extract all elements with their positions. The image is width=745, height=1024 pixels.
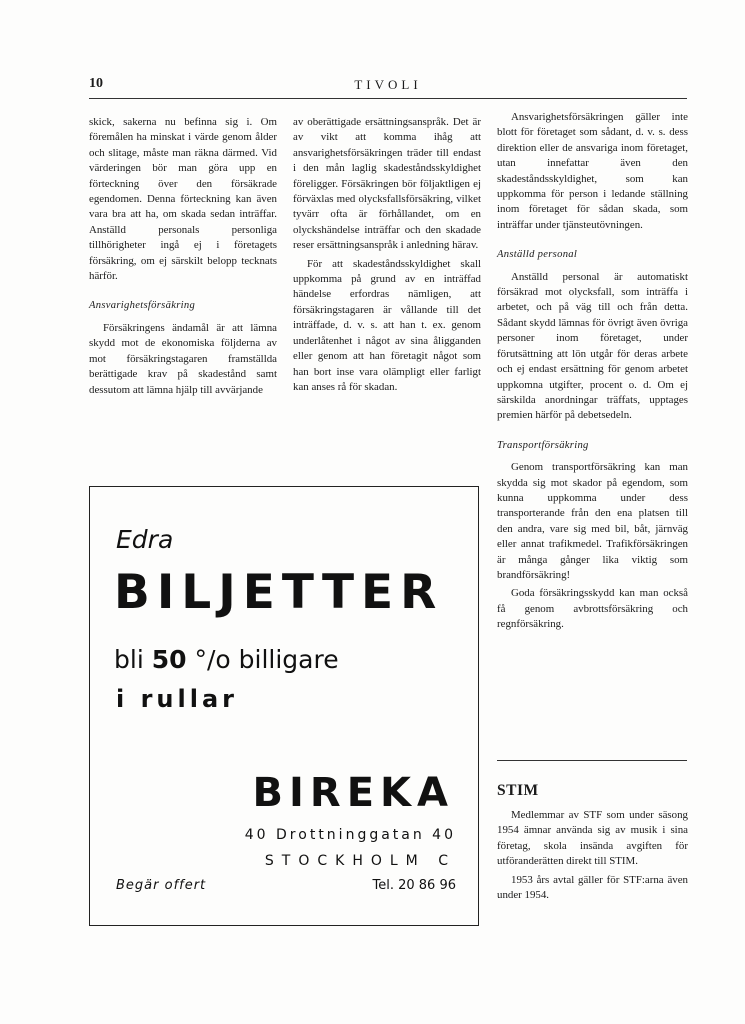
ad-discount-value: 50 — [151, 645, 187, 674]
col1-paragraph-1: skick, sakerna nu befinna sig i. Om föremålen ha minskat i värde genom ålder och slitage, måste man räkna därmed. Vid värderingen bör man göra upp en förteckning över den försäkrade egendomen. Denna förteckning kan även vara bra att ha, om skada sedan inträffar. Anställd personals personliga tillhörigheter ingå ej i företagets försäkring, om ej särskilt belopp tecknats härför. — [89, 116, 277, 283]
ad-phone: Tel. 20 86 96 — [372, 878, 456, 893]
page-header — [89, 74, 687, 98]
ad-street-address: 40 Drottninggatan 40 — [244, 827, 456, 843]
column-3 — [497, 110, 688, 633]
ad-edra: Edra — [116, 525, 174, 554]
stim-divider — [497, 760, 687, 761]
ad-request-offer: Begär offert — [116, 878, 207, 893]
stim-heading: STIM — [497, 782, 539, 799]
col3-paragraph-4: Goda försäkringsskydd kan man också få genom avbrottsförsäkring och regnförsäkring. — [497, 587, 688, 631]
ad-biljetter: BILJETTER — [114, 565, 444, 620]
page-number: 10 — [89, 76, 103, 91]
bireka-advertisement — [89, 486, 479, 926]
ad-city: STOCKHOLM C — [264, 853, 456, 869]
ad-discount-line — [114, 645, 339, 674]
col2-paragraph-2: För att skadeståndsskyldighet skall uppkomma på grund av en inträffad händelse erfordras nämligen, att försäkringstagaren är vållande till det inträffade, d. v. s. att han t. ex. genom underlåtenhet i något av sina åligganden eller genom att han företagit något som han bort inse vara olämpligt eller farligt kan anses rå för skadan. — [293, 257, 481, 393]
col3-paragraph-2: Anställd personal är automatiskt försäkrad mot olycksfall, som inträffa i arbetet, och på väg till och från detta. Sådant skydd lämnas för övrigt även övriga personer inom företaget, under förutsättning att lön utgår för deras arbete och ej endast ersättning för genom arbetet uppkomna utgifter, procent o. d. Om ej särskilda anordningar träffats, upptages premien härför på debetsedeln. — [497, 270, 688, 422]
header-rule — [89, 98, 687, 99]
col1-paragraph-2: Försäkringens ändamål är att lämna skydd mot de ekonomiska följderna av mot försäkringstagaren framställda berättigade krav på skadestånd samt dessutom att lämna hjälp till avvärjande — [89, 321, 277, 396]
ad-discount-suffix: billigare — [238, 645, 339, 674]
column-1 — [89, 115, 277, 398]
stim-section — [497, 808, 688, 903]
col2-paragraph-1: av oberättigade ersättningsanspråk. Det är av vikt att komma ihåg att ansvarighetsförsäkringen träder till endast i den mån laglig skadeståndsskyldighet föreligger. Försäkringen bör följaktligen ej förväxlas med olycksfallsförsäkring, vilket tyvärr ofta är förhållandet, om en olyckshändelse inträffar och den skadade reser ersättningsanspråk i anledning härav. — [293, 116, 481, 252]
col3-paragraph-1: Ansvarighetsförsäkringen gäller inte blott för företaget som sådant, d. v. s. dess direktion eller de ansvariga inom företaget, utan innefattar även den skadeståndsskyldighet, som kan uppkomma för person i ledande ställning inom företaget för sådan skada, som inträffar under tjänsteutövningen. — [497, 111, 688, 231]
ad-discount-prefix: bli — [114, 645, 144, 674]
col3-paragraph-3: Genom transportförsäkring kan man skydda sig mot skador på egendom, som kunna uppkomma under dess transporterande från den ena platsen till den andra, vare sig med bil, båt, järnväg eller annat trafikmedel. Trafikförsäkringen är många gånger lika viktig som brandförsäkring! — [497, 461, 688, 581]
ad-rullar: i rullar — [116, 685, 238, 713]
section-heading-ansvarighet: Ansvarighetsförsäkring — [89, 300, 196, 312]
ad-discount-unit: °/o — [194, 645, 231, 674]
magazine-title: TIVOLI — [354, 77, 422, 92]
column-2 — [293, 115, 481, 395]
section-heading-personal: Anställd personal — [497, 249, 578, 261]
stim-paragraph-1: Medlemmar av STF som under säsong 1954 ämnar använda sig av musik i sina företag, skola insända avgiften för utföranderätten direkt till STIM. — [497, 809, 688, 868]
stim-paragraph-2: 1953 års avtal gäller för STF:arna även under 1954. — [497, 873, 688, 902]
section-heading-transport: Transportförsäkring — [497, 439, 589, 451]
ad-company-name: BIREKA — [252, 770, 454, 816]
